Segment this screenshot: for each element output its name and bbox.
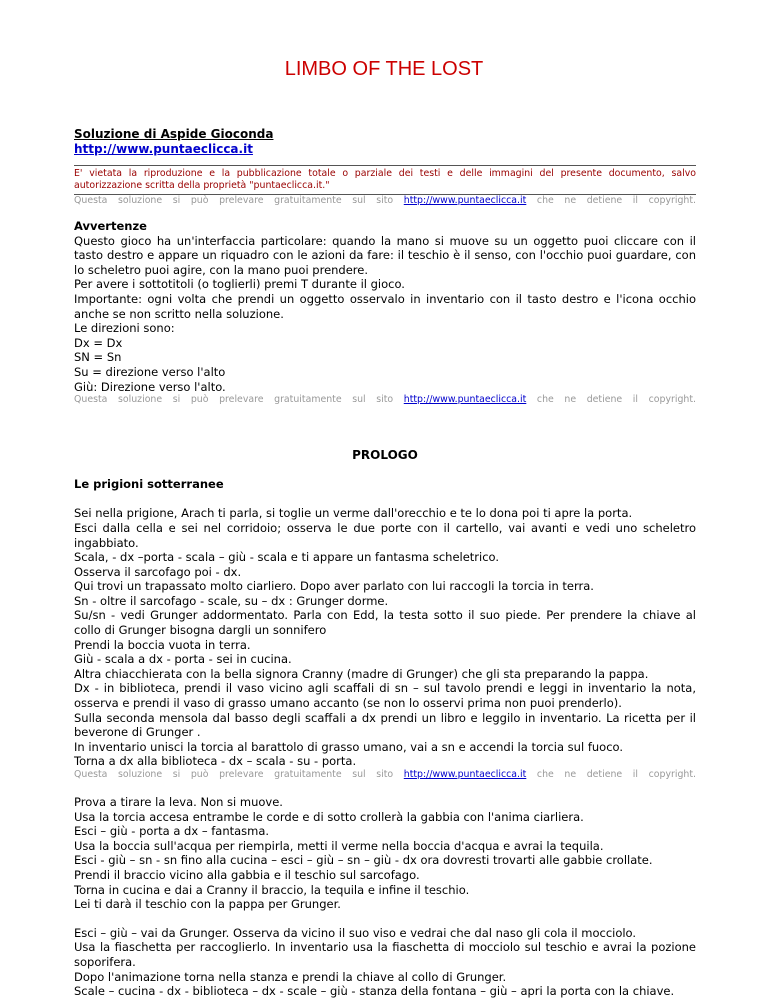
paragraph: SN = Sn [74, 350, 122, 365]
notice-text: che ne detiene il copyright. [526, 195, 697, 206]
spacer [74, 463, 696, 477]
paragraph: Sei nella prigione, Arach ti parla, si toglie un verme dall'orecchio e te lo dona poi ti apre la porta. [74, 506, 633, 521]
author-line: Soluzione di Aspide Gioconda [74, 127, 274, 141]
notice-text: Questa soluzione si può prelevare gratuitamente sul sito [74, 769, 404, 780]
paragraph: Torna in cucina e dai a Cranny il braccio, la tequila e infine il teschio. [74, 882, 470, 897]
paragraph: Le direzioni sono: [74, 321, 175, 336]
notice-text: Questa soluzione si può prelevare gratuitamente sul sito [74, 394, 404, 406]
spacer [74, 781, 696, 795]
paragraph: Giù: Direzione verso l'alto. [74, 379, 226, 394]
paragraph: Importante: ogni volta che prendi un oggetto osservalo in inventario con il tasto destro e l'icona occhio anche se non scritto nella soluzione. [74, 291, 696, 321]
paragraph: Scala, - dx –porta - scala – giù - scala e ti appare un fantasma scheletrico. [74, 550, 500, 565]
copyright-notice [74, 394, 696, 406]
paragraph: Per avere i sottotitoli (o toglierli) premi T durante il gioco. [74, 277, 405, 292]
paragraph: Dx = Dx [74, 335, 123, 350]
paragraph: Prendi il braccio vicino alla gabbia e il teschio sul sarcofago. [74, 867, 420, 882]
notice-link[interactable]: http://www.puntaeclicca.it [403, 195, 527, 206]
paragraph: Sulla seconda mensola dal basso degli scaffali a dx prendi un libro e leggilo in inventario. La ricetta per il beverone di Grunger . [74, 710, 696, 740]
paragraph: Esci - giù – sn - sn fino alla cucina – esci – giù – sn – giù - dx ora dovresti trovarti alle gabbie crollate. [74, 853, 653, 868]
spacer [74, 912, 696, 926]
copyright-notice [74, 769, 696, 781]
spacer [74, 207, 696, 219]
paragraph: Giù - scala a dx - porta - sei in cucina. [74, 652, 292, 667]
paragraph: Su = direzione verso l'alto [74, 364, 226, 379]
paragraph: Altra chiacchierata con la bella signora Cranny (madre di Grunger) che gli sta preparando la pappa. [74, 666, 649, 681]
section-heading-avvertenze: Avvertenze [74, 219, 147, 233]
notice-text: che ne detiene il copyright. [526, 769, 697, 780]
notice-text: Questa soluzione si può prelevare gratuitamente sul sito [74, 195, 404, 206]
paragraph: Prendi la boccia vuota in terra. [74, 637, 251, 652]
paragraph: Esci dalla cella e sei nel corridoio; osserva le due porte con il cartello, vai avanti e vedi uno scheletro ingabbiato. [74, 520, 696, 550]
paragraph: Prova a tirare la leva. Non si muove. [74, 795, 283, 809]
paragraph: Lei ti darà il teschio con la pappa per Grunger. [74, 897, 341, 912]
notice-text: che ne detiene il copyright. [526, 394, 697, 406]
paragraph: Questo gioco ha un'interfaccia particolare: quando la mano si muove su un oggetto puoi cliccare con il tasto destro e appare un riquadro con le azioni da fare: il teschio è il senso, con l'occhio puoi guardare, con lo scheletro puoi agire, con la mano puoi prendere. [74, 233, 696, 277]
site-link[interactable]: http://www.puntaeclicca.it [74, 142, 253, 156]
paragraph: Esci – giù - porta a dx – fantasma. [74, 824, 270, 839]
paragraph: Qui trovi un trapassato molto ciarliero. Dopo aver parlato con lui raccogli la torcia in terra. [74, 579, 594, 594]
spacer [74, 406, 696, 448]
document-title: LIMBO OF THE LOST [284, 58, 484, 80]
paragraph: Usa la fiaschetta per raccoglierlo. In inventario usa la fiaschetta di mocciolo sul teschio e avrai la pozione soporifera. [74, 940, 696, 969]
copyright-notice [74, 195, 696, 207]
subheading: Le prigioni sotterranee [74, 476, 224, 491]
copyright-warning: E' vietata la riproduzione e la pubblicazione totale o parziale dei testi e delle immagini del presente documento, salvo autorizzazione scritta della proprietà "puntaeclicca.it." [74, 168, 696, 191]
notice-link[interactable]: http://www.puntaeclicca.it [403, 769, 527, 780]
paragraph: Dx - in biblioteca, prendi il vaso vicino agli scaffali di sn – sul tavolo prendi e leggi in inventario la nota, osserva e prendi il vaso di grasso umano accanto (se non lo osservi prima non puoi prenderlo). [74, 681, 696, 711]
spacer [74, 491, 696, 506]
paragraph: Osserva il sarcofago poi - dx. [74, 564, 242, 579]
paragraph: Sn - oltre il sarcofago - scale, su – dx : Grunger dorme. [74, 593, 389, 608]
paragraph: Dopo l'animazione torna nella stanza e prendi la chiave al collo di Grunger. [74, 969, 507, 984]
paragraph: Usa la torcia accesa entrambe le corde e di sotto crollerà la gabbia con l'anima ciarliera. [74, 809, 584, 824]
divider [74, 165, 696, 166]
paragraph: Esci – giù – vai da Grunger. Osserva da vicino il suo viso e vedrai che dal naso gli cola il mocciolo. [74, 925, 637, 940]
paragraph: Scale – cucina - dx - biblioteca – dx - scale – giù - stanza della fontana – giù – apri la porta con la chiave. [74, 984, 675, 999]
section-heading-prologo: PROLOGO [352, 448, 418, 463]
paragraph: Torna a dx alla biblioteca - dx – scala - su - porta. [74, 754, 357, 769]
paragraph: In inventario unisci la torcia al barattolo di grasso umano, vai a sn e accendi la torcia sul fuoco. [74, 739, 624, 754]
paragraph: Su/sn - vedi Grunger addormentato. Parla con Edd, la testa sotto il suo piede. Per prendere la chiave al collo di Grunger bisogna dargli un sonnifero [74, 608, 696, 638]
notice-link[interactable]: http://www.puntaeclicca.it [403, 394, 527, 406]
paragraph: Usa la boccia sull'acqua per riempirla, metti il verme nella boccia d'acqua e avrai la tequila. [74, 838, 604, 853]
document-body [74, 127, 696, 999]
